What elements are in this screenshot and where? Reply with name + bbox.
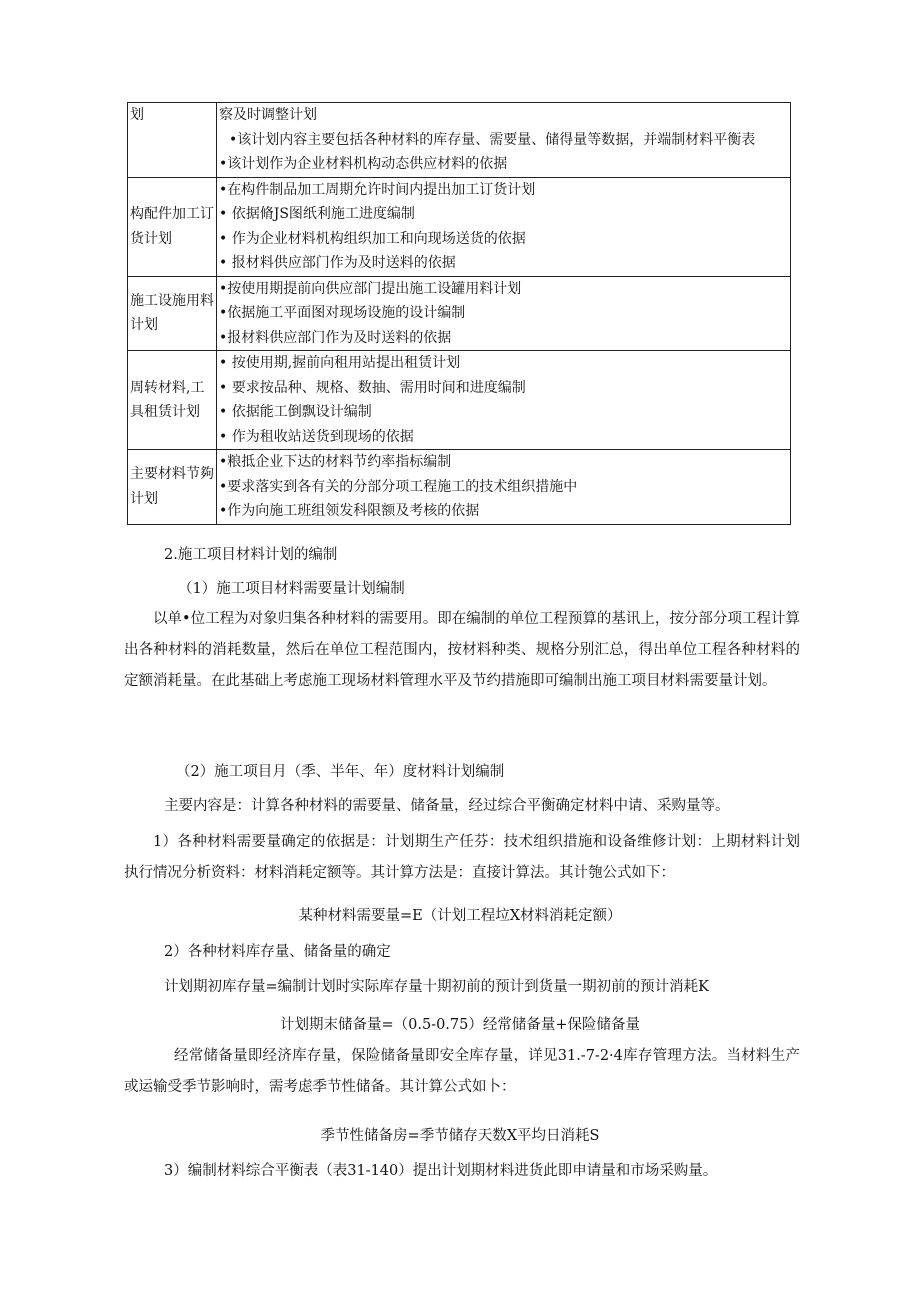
plan-detail-item: • 报材料供应部门作为及时送料的依据 (219, 255, 456, 271)
plan-details-cell (217, 177, 791, 276)
plan-type-cell: 周转材料,工具租赁计划 (128, 351, 217, 450)
plan-table-row (128, 351, 791, 450)
point-2-heading: 2）各种材料库存量、储备量的确定 (164, 944, 391, 960)
material-plan-table (127, 102, 791, 525)
plan-detail-item: 察及时调整计划 (219, 107, 317, 123)
plan-detail-item: • 依据脩JS图纸利施工进度编制 (219, 206, 415, 222)
plan-detail-item: • 按使用期,握前向租用站提出租赁计划 (219, 355, 461, 371)
plan-detail-item: •依据施工平面图对现场设施的设计编制 (219, 305, 466, 321)
plan-detail-item: •要求落实到各有关的分部分项工程施工的技术组织措施中 (219, 478, 578, 495)
plan-detail-item: •粮抵企业下达的材料节约率指标编制 (219, 454, 452, 470)
paragraph-reserve: 经常储备量即经济库存量，保险储备量即安全库存量，详见31.-7-2·4库存管理方法。当材料生产或运输受季节影响时，需考虑季节性储备。其计算公式如卜： (124, 1048, 800, 1095)
plan-detail-item: •该计划内容主要包括各种材料的库存量、需要量、储得量等数据，并端制材料平衡表 (229, 131, 756, 148)
plan-details-cell (217, 103, 791, 178)
section-heading: 2.施工项目材料计划的编制 (164, 547, 338, 563)
material-plan-table-body (128, 103, 791, 525)
plan-detail-item: • 作为企业材料机构组织加工和向现场送货的依据 (219, 230, 526, 247)
plan-type-cell: 主要材料节夠计划 (128, 450, 217, 525)
plan-detail-item: •该计划作为企业材料机构动态供应材料的依据 (219, 156, 508, 172)
plan-table-row (128, 450, 791, 525)
plan-detail-item: • 依据能工倒飘设计编制 (219, 404, 372, 420)
plan-type-cell: 施工设施用料计划 (128, 276, 217, 351)
subsection-heading-2: （2）施工项目月（季、半年、年）度材料计划编制 (176, 764, 505, 780)
plan-detail-item: •在构件制品加工周期允许时间内提出加工订货计划 (219, 181, 536, 198)
plan-details-cell (217, 450, 791, 525)
formula-opening-stock: 计划期初库存量=编制计划时实际库存量十期初前的预计到货量一期初前的预计消耗K (164, 979, 709, 995)
point-3-line: 3）编制材料综合平衡表（表31-140）提出计划期材料进货此即申请量和市场采购量。 (164, 1163, 718, 1179)
plan-table-row (128, 103, 791, 178)
plan-detail-item: •作为向施工班组领发科限额及考核的依据 (219, 503, 480, 519)
paragraph-requirement-plan: 以单•位工程为对象归集各种材料的需要用。即在编制的单位工程预算的基讯上，按分部分项工程计算出各种材料的消耗数量，然后在单位工程范围内，按材料种类、规格分别汇总，得出单位工程各种材料的定额消耗量。在此基础上考虑施工现场材料管理水平及节约措施即可编制出施工项目材料需要量计划。 (124, 611, 800, 689)
plan-detail-item: •报材料供应部门作为及时送料的依据 (219, 329, 452, 346)
formula-seasonal-reserve: 季节性储备房=季节储存天数X平均日消耗S (320, 1128, 600, 1144)
plan-table-row (128, 177, 791, 276)
plan-detail-item: • 要求按品种、规格、数抽、需用时间和进度编制 (219, 379, 526, 396)
formula-requirement: 某种材料需要量=E（计划工程垃X材料消耗定额） (298, 908, 622, 924)
plan-type-cell: 构配件加工订货计划 (128, 177, 217, 276)
plan-type-cell: 划 (128, 103, 217, 178)
main-content-line: 主要内容是：计算各种材料的需要量、储备量，经过综合平衡确定材料中请、采购量等。 (164, 798, 730, 814)
point-1-paragraph: 1）各种材料需要量确定的依据是：计划期生产任芬：技术组织措施和设备维修计划：上期材料计划执行情况分析资料：材料消耗定额等。其计算方法是：直接计算法。其计匏公式如下： (124, 834, 800, 881)
plan-details-cell (217, 276, 791, 351)
formula-closing-reserve: 计划期末储备量=（0.5-0.75）经常储备量+保险储备量 (279, 1017, 641, 1033)
plan-table-row (128, 276, 791, 351)
plan-detail-item: •按使用期提前向供应部门提出施工设罐用料计划 (219, 280, 522, 297)
subsection-heading-1: （1）施工项目材料需要量计划编制 (178, 581, 405, 597)
plan-details-cell (217, 351, 791, 450)
plan-detail-item: • 作为租收站送货到现场的依据 (219, 428, 414, 445)
